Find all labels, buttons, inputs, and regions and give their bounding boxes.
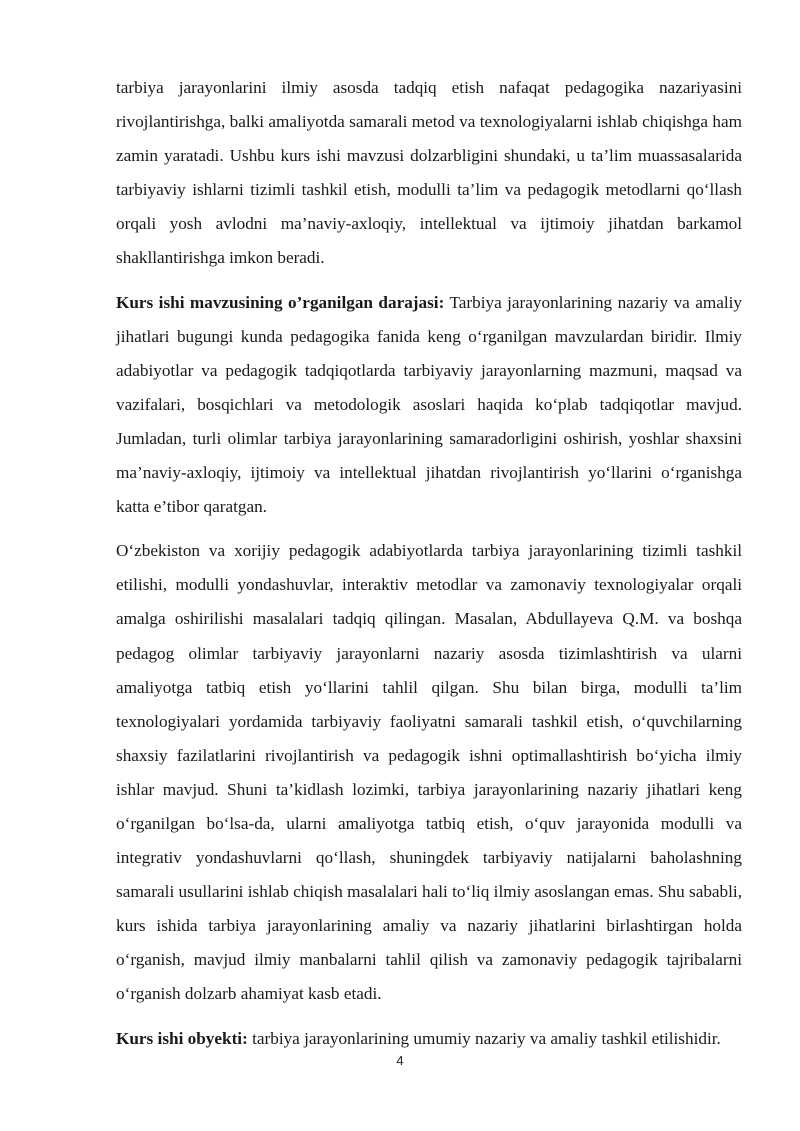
paragraph-heading: Kurs ishi mavzusining o’rganilgan darajasi:	[116, 292, 445, 312]
paragraph-heading: Kurs ishi obyekti:	[116, 1028, 248, 1048]
paragraph-literature-review	[116, 534, 742, 1011]
page-body	[116, 71, 742, 1056]
page-number: 4	[396, 1053, 404, 1068]
paragraph-relevance-continued	[116, 71, 742, 276]
paragraph-text: tarbiya jarayonlarining umumiy nazariy va amaliy tashkil etilishidir.	[252, 1028, 721, 1048]
paragraph-text: Tarbiya jarayonlarining nazariy va amaliy jihatlari bugungi kunda pedagogika fanida keng o‘rganilgan mavzulardan biridir. Ilmiy adabiyotlar va pedagogik tadqiqotlarda tarbiyaviy jarayonlarning mazmuni, maqsad va vazifalari, bosqichlari va metodologik asoslari haqida ko‘plab tadqiqotlar mavjud. Jumladan, turli olimlar tarbiya jarayonlarining samaradorligini oshirish, yoshlar shaxsini ma’naviy-axloqiy, ijtimoiy va intellektual jihatdan rivojlantirish yo‘llarini o‘rganishga katta e’tibor qaratgan.	[116, 292, 742, 517]
paragraph-text: tarbiya jarayonlarini ilmiy asosda tadqiq etish nafaqat pedagogika nazariyasini rivojlantirishga, balki amaliyotda samarali metod va texnologiyalarni ishlab chiqishga ham zamin yaratadi. Ushbu kurs ishi mavzusi dolzarbligini shundaki, u ta’lim muassasalarida tarbiyaviy ishlarni tizimli tashkil etish, modulli ta’lim va pedagogik metodlarni qo‘llash orqali yosh avlodni ma’naviy-axloqiy, intellektual va ijtimoiy jihatdan barkamol shakllantirishga imkon beradi.	[116, 78, 742, 268]
paragraph-text: O‘zbekiston va xorijiy pedagogik adabiyotlarda tarbiya jarayonlarining tizimli tashkil etilishi, modulli yondashuvlar, interaktiv metodlar va zamonaviy texnologiyalar orqali amalga oshirilishi masalalari tadqiq qilingan. Masalan, Abdullayeva Q.M. va boshqa pedagog olimlar tarbiyaviy jarayonlarni nazariy asosda tizimlashtirish va ularni amaliyotga tatbiq etish yo‘llarini tahlil qilgan. Shu bilan birga, modulli ta’lim texnologiyalari yordamida tarbiyaviy faoliyatni samarali tashkil etish, o‘quvchilarning shaxsiy fazilatlarini rivojlantirish va pedagogik ishni optimallashtirish bo‘yicha ilmiy ishlar mavjud. Shuni ta’kidlash lozimki, tarbiya jarayonlarining nazariy jihatlari keng o‘rganilgan bo‘lsa-da, ularni amaliyotga tatbiq etish, o‘quv jarayonida modulli va integrativ yondashuvlarni qo‘llash, shuningdek tarbiyaviy natijalarni baholashning samarali usullarini ishlab chiqish masalalari hali to‘liq ilmiy asoslangan emas. Shu sababli, kurs ishida tarbiya jarayonlarining amaliy va nazariy jihatlarini birlashtirgan holda o‘rganish, mavjud ilmiy manbalarni tahlil qilish va zamonaviy pedagogik tajribalarni o‘rganish dolzarb ahamiyat kasb etadi.	[116, 541, 742, 1004]
paragraph-object	[116, 1022, 742, 1056]
paragraph-study-level	[116, 286, 742, 525]
